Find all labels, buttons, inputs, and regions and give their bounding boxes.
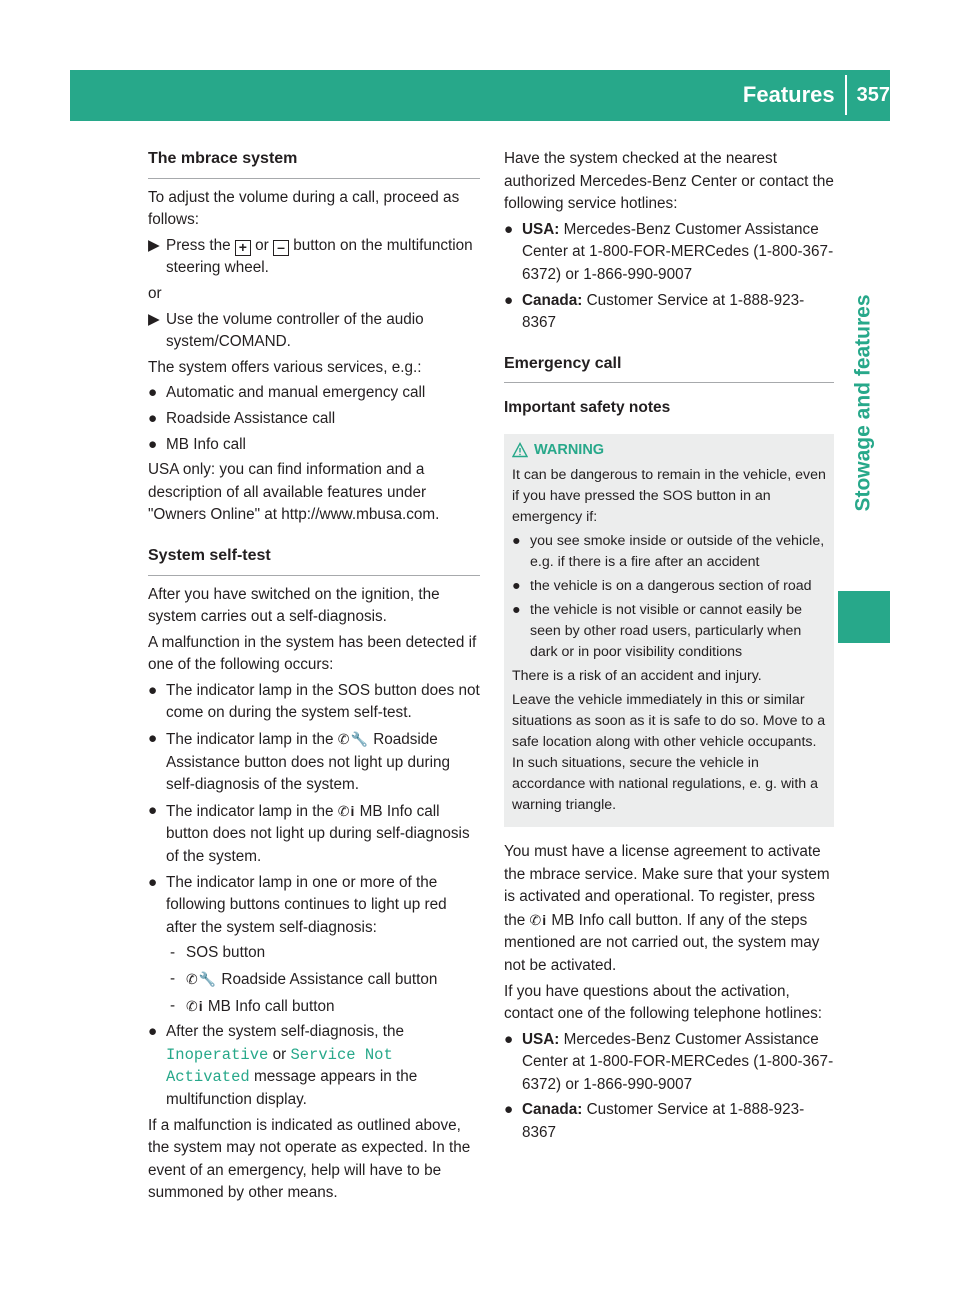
warning-list-item: ● the vehicle is on a dangerous section of road [512, 576, 826, 597]
display-message-not-activated: Service Not Activated [166, 1045, 393, 1087]
list-item: ● The indicator lamp in the SOS button does not come on during the system self-test. [148, 681, 480, 722]
bullet-icon: ● [504, 220, 514, 238]
paragraph: After you have switched on the ignition, the system carries out a self-diagnosis. [148, 585, 440, 626]
section-title-self-test: System self-test [148, 545, 480, 576]
paragraph: You must have a license agreement to activate the mbrace service. Make sure that your system is activated and operational. To register, press the ✆i MB Info call button. If any of the steps mentioned are not carried out, the system may not be activated. [504, 842, 830, 974]
right-column [504, 148, 834, 1148]
arrow-icon: ▶ [148, 310, 160, 328]
list-item: ● Automatic and manual emergency call [148, 382, 480, 405]
dash-icon: - [170, 944, 176, 962]
page-title: Features [742, 82, 835, 107]
section-title-emergency: Emergency call [504, 353, 834, 384]
warning-triangle-icon [512, 442, 528, 458]
roadside-assistance-icon: ✆🔧 [337, 731, 369, 748]
step-item: ▶ Press the + or – button on the multifunction steering wheel. [148, 236, 473, 277]
step-item: ▶ Use the volume controller of the audio system/COMAND. [148, 310, 424, 351]
bullet-icon: ● [504, 291, 514, 309]
side-tab [838, 240, 890, 566]
plus-key-icon: + [235, 240, 251, 256]
list-item: ● Canada: Customer Service at 1-888-923-8367 [504, 1101, 805, 1142]
info-call-icon: ✆i [529, 911, 548, 928]
warning-text: There is a risk of an accident and injury. [512, 667, 762, 684]
bullet-icon: ● [148, 873, 158, 891]
bullet-icon: ● [148, 730, 158, 748]
header-divider [845, 75, 847, 115]
list-item: ● Roadside Assistance call [148, 408, 480, 431]
info-call-icon: ✆i [186, 997, 204, 1014]
dash-icon: - [170, 996, 176, 1014]
bullet-icon: ● [148, 681, 158, 699]
paragraph: The system offers various services, e.g.: [148, 358, 422, 376]
warning-text: Leave the vehicle immediately in this or similar situations as soon as it is safe to do so. Move to a safe location along with other vehicle occupants. In such situations, secure the vehicle in accordance with national regulations, e. g. with a warning triangle. [512, 691, 826, 813]
section-title-mbrace: The mbrace system [148, 148, 480, 179]
bullet-icon: ● [148, 409, 158, 427]
bullet-icon: ● [512, 577, 521, 594]
list-item: ● USA: Mercedes-Benz Customer Assistance Center at 1-800-FOR-MERCedes (1-800-367-6372) or 1-866-990-9007 [504, 1030, 834, 1093]
bullet-icon: ● [504, 1030, 514, 1048]
display-message-inoperative: Inoperative [166, 1045, 269, 1064]
paragraph: If a malfunction is indicated as outlined above, the system may not operate as expected. In the event of an emergency, help will have to be summoned by other means. [148, 1116, 471, 1202]
sub-list-item: - SOS button [148, 942, 480, 965]
subsection-title: Important safety notes [504, 399, 671, 417]
list-item: ● The indicator lamp in the ✆i MB Info call button does not light up during self-diagnosis of the system. [148, 801, 470, 866]
bullet-icon: ● [504, 1101, 514, 1119]
list-item: ● The indicator lamp in one or more of the following buttons continues to light up red after the system self-diagnosis: [148, 873, 447, 936]
warning-list-item: ● the vehicle is not visible or cannot easily be seen by other road users, particularly when dark or in poor visibility conditions [512, 601, 803, 660]
page-number: 357 [856, 83, 890, 106]
side-tab-label: Stowage and features [852, 294, 875, 512]
sub-list-item: - ✆i MB Info call button [148, 995, 480, 1019]
paragraph: To adjust the volume during a call, proceed as follows: [148, 188, 460, 229]
list-item: ● USA: Mercedes-Benz Customer Assistance Center at 1-800-FOR-MERCedes (1-800-367-6372) or 1-866-990-9007 [504, 220, 834, 283]
paragraph: or [148, 284, 162, 302]
page-header [743, 80, 890, 110]
arrow-icon: ▶ [148, 236, 160, 254]
list-item: ● MB Info call [148, 434, 480, 457]
bullet-icon: ● [512, 532, 521, 549]
list-item: ● The indicator lamp in the ✆🔧 Roadside Assistance button does not light up during self-diagnosis of the system. [148, 730, 451, 794]
bullet-icon: ● [512, 601, 521, 618]
left-column [148, 148, 480, 1208]
warning-header: WARNING [512, 440, 826, 461]
paragraph: USA only: you can find information and a description of all available features under "Owners Online" at http://www.mbusa.com. [148, 461, 440, 524]
warning-list-item: ● you see smoke inside or outside of the vehicle, e.g. if there is a fire after an accident [512, 532, 825, 570]
minus-key-icon: – [273, 240, 289, 256]
bullet-icon: ● [148, 801, 158, 819]
paragraph: Have the system checked at the nearest authorized Mercedes-Benz Center or contact the following service hotlines: [504, 150, 834, 213]
dash-icon: - [170, 970, 176, 987]
info-call-icon: ✆i [337, 802, 356, 819]
list-item: ● After the system self-diagnosis, the Inoperative or Service Not Activated message appears in the multifunction display. [148, 1023, 418, 1108]
paragraph: If you have questions about the activation, contact one of the following telephone hotlines: [504, 982, 823, 1023]
roadside-assistance-icon: ✆🔧 [186, 971, 218, 987]
bullet-icon: ● [148, 1023, 158, 1041]
paragraph: A malfunction in the system has been detected if one of the following occurs: [148, 633, 477, 674]
bullet-icon: ● [148, 384, 158, 402]
warning-text: It can be dangerous to remain in the vehicle, even if you have pressed the SOS button in an emergency if: [512, 466, 826, 525]
bullet-icon: ● [148, 435, 158, 453]
sub-list-item: - ✆🔧 Roadside Assistance call button [148, 968, 480, 992]
list-item: ● Canada: Customer Service at 1-888-923-8367 [504, 291, 805, 332]
warning-box [504, 434, 834, 827]
side-marker [838, 591, 890, 643]
